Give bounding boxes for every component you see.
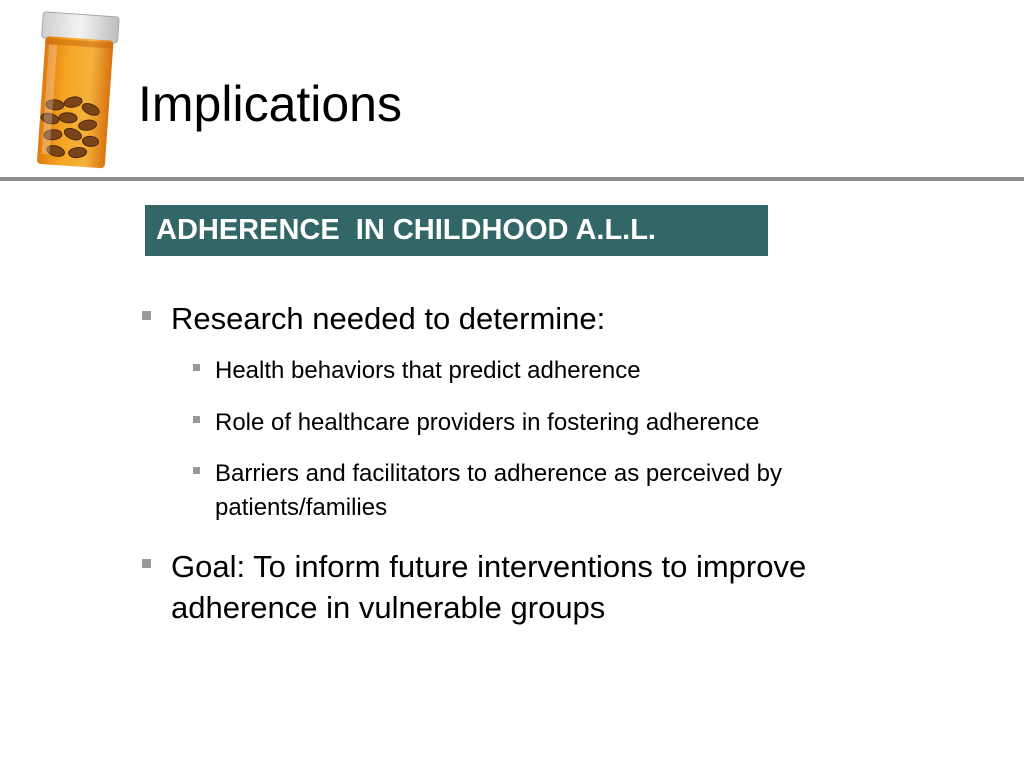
square-bullet-icon <box>142 311 151 320</box>
slide-title: Implications <box>138 76 402 132</box>
square-bullet-icon <box>193 416 200 423</box>
square-bullet-icon <box>193 467 200 474</box>
square-bullet-icon <box>142 559 151 568</box>
section-banner: ADHERENCE IN CHILDHOOD A.L.L. <box>145 205 768 256</box>
sub-bullet-text: Health behaviors that predict adherence <box>215 357 641 384</box>
sub-bullet-text: Barriers and facilitators to adherence as perceived by patients/families <box>215 460 782 521</box>
square-bullet-icon <box>193 364 200 371</box>
bullet-text: Research needed to determine: <box>171 301 606 336</box>
sub-bullet-text: Role of healthcare providers in fostering adherence <box>215 409 760 436</box>
bullet-text: Goal: To inform future interventions to improve adherence in vulnerable groups <box>171 549 807 625</box>
